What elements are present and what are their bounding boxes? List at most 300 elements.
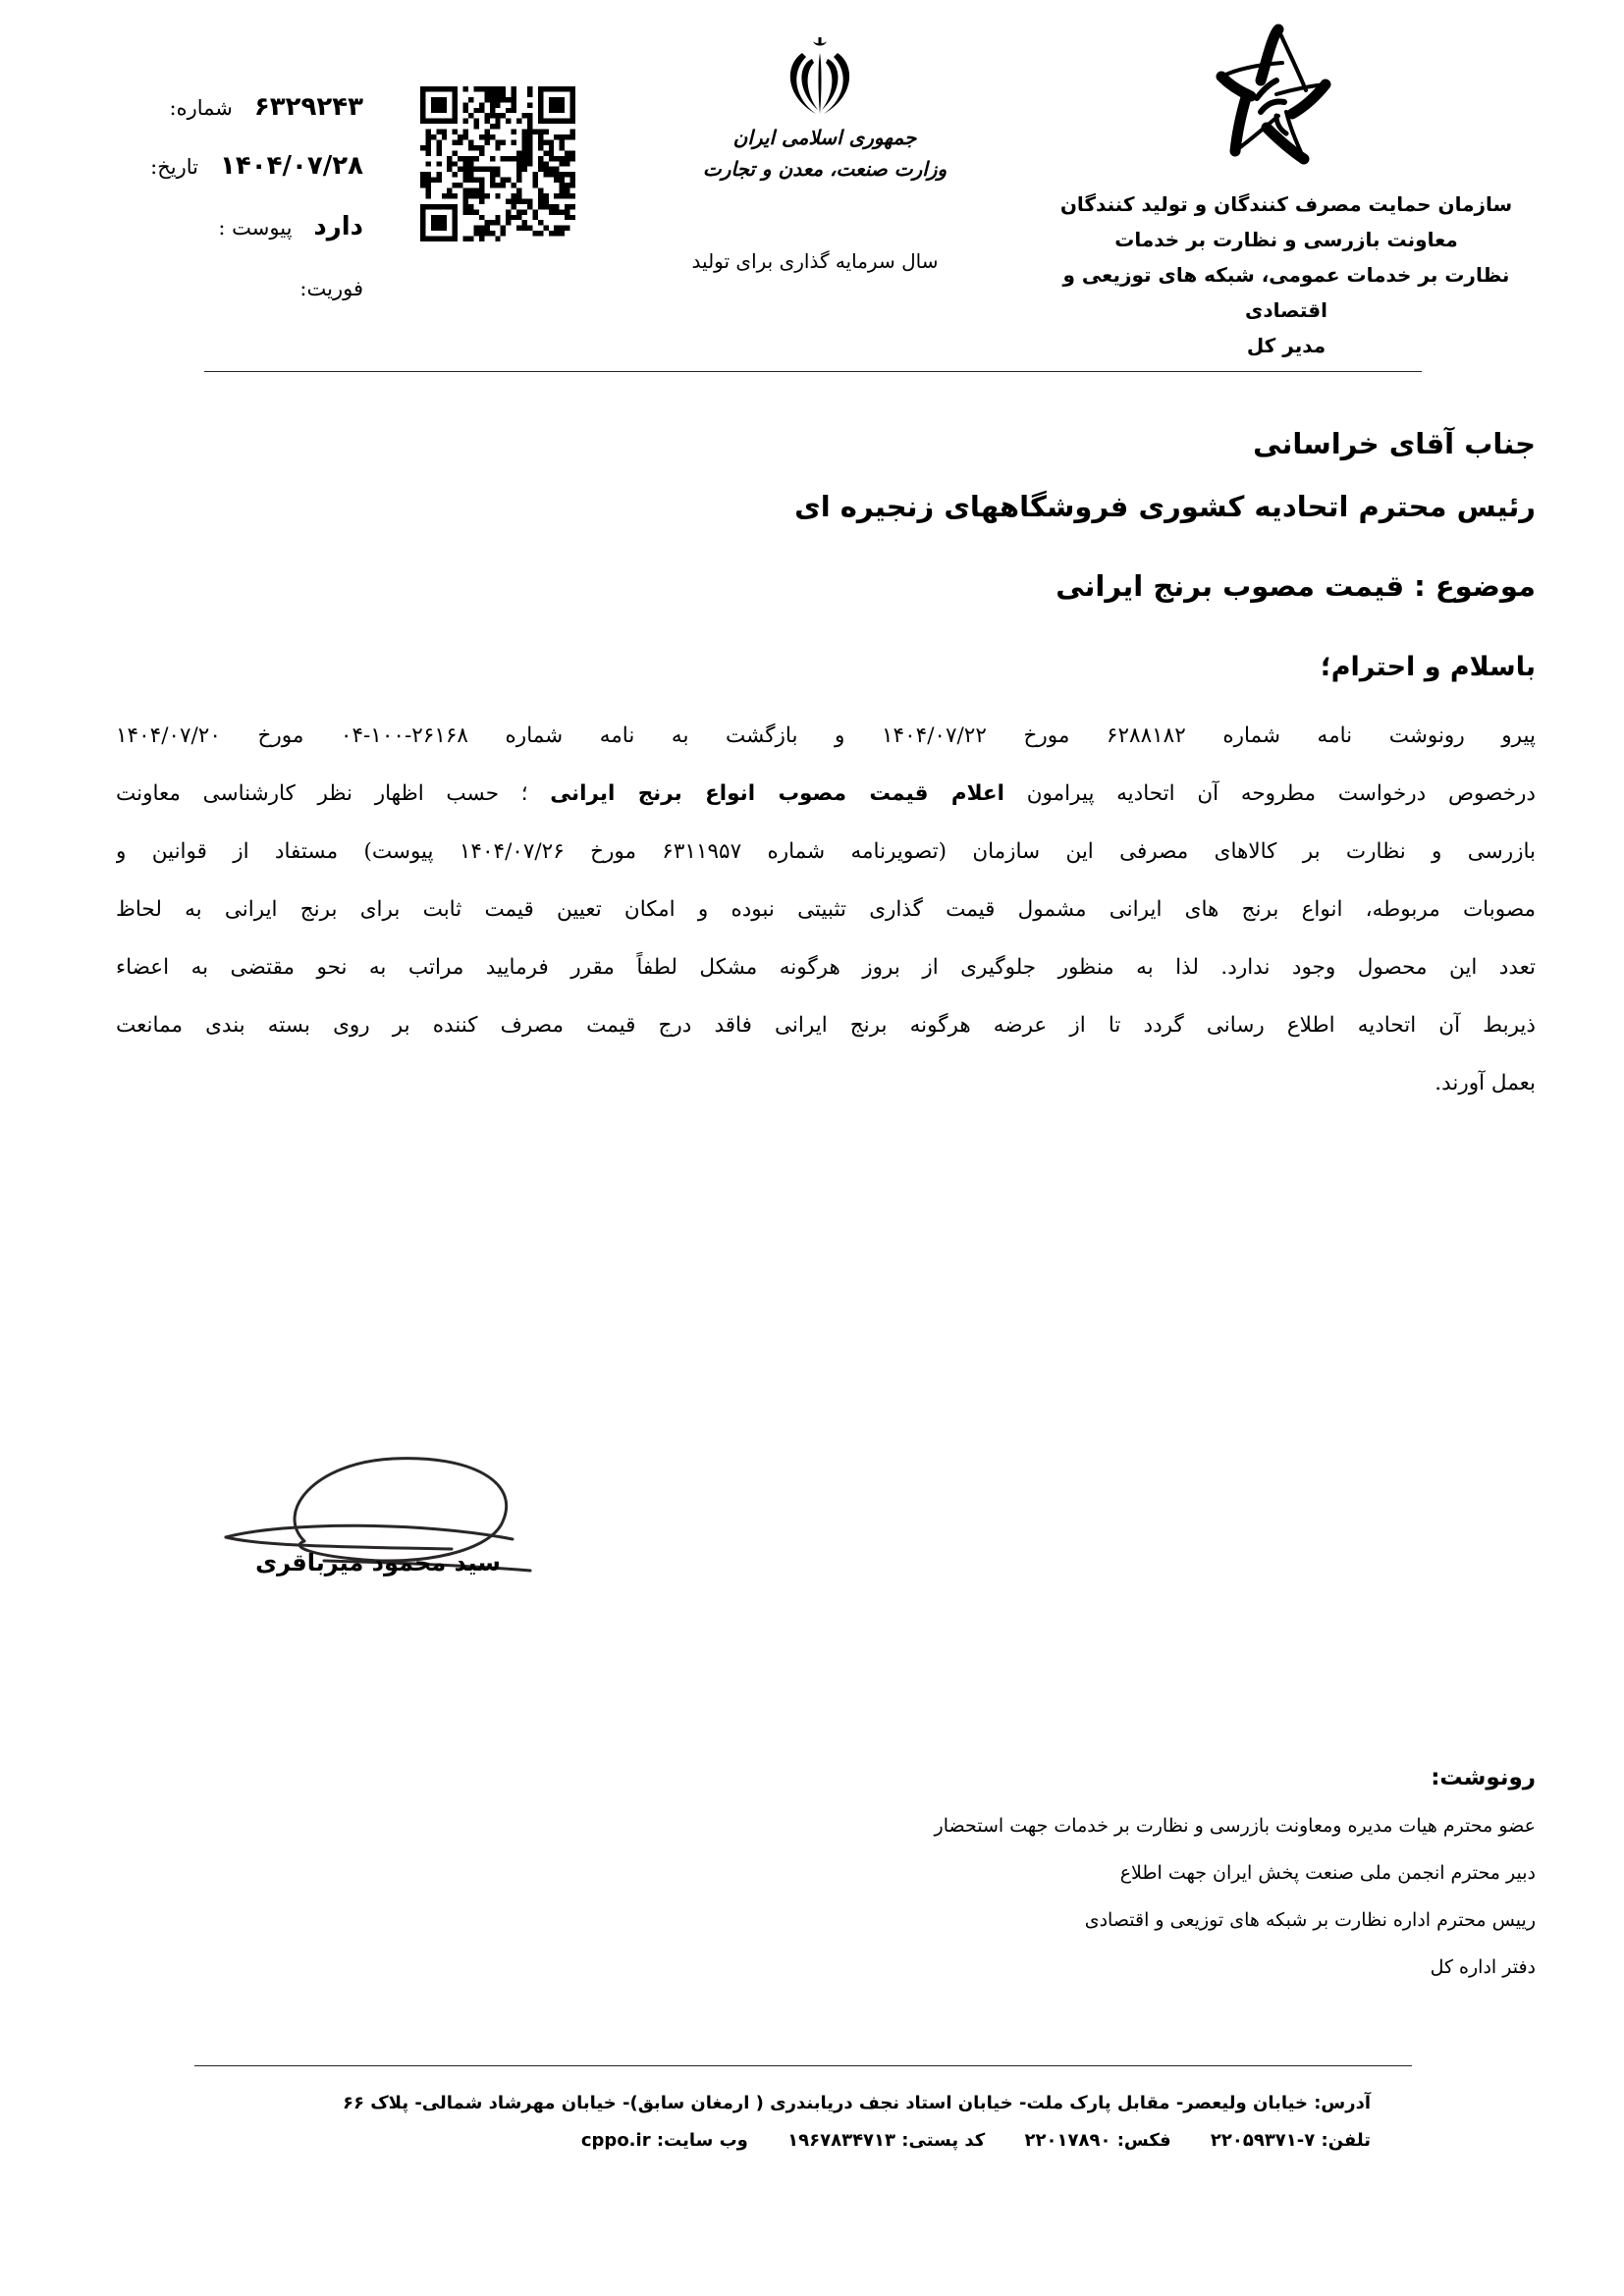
qr-module [468, 156, 473, 161]
qr-module [463, 237, 468, 241]
qr-module [554, 226, 559, 231]
qr-module [512, 193, 516, 198]
qr-module [527, 161, 532, 166]
qr-module [522, 130, 527, 134]
qr-module [570, 134, 575, 139]
qr-module [495, 113, 500, 118]
qr-module [565, 150, 569, 155]
qr-module [463, 167, 468, 172]
qr-module [425, 183, 430, 187]
qr-module [425, 145, 430, 150]
qr-module [516, 172, 521, 177]
qr-module [484, 193, 489, 198]
qr-module [549, 145, 554, 150]
ministry-line-2: وزارت صنعت، معدن و تجارت [702, 157, 947, 181]
qr-module [554, 231, 559, 236]
number-value: ۶۳۲۹۲۴۳ [253, 92, 363, 122]
qr-module [479, 215, 484, 220]
footer-fax: فکس: ۲۲۰۱۷۸۹۰ [1024, 2130, 1171, 2151]
qr-module [453, 193, 458, 198]
org-line-2: معاونت بازرسی و نظارت بر خدمات [1114, 228, 1458, 251]
qr-module [565, 226, 569, 231]
qr-module [522, 220, 527, 225]
qr-module [468, 97, 473, 102]
body-line-1: پیرو رونوشت نامه شماره ۶۲۸۸۱۸۲ مورخ ۱۴۰۴/۰۷/۲۲ و بازگشت به نامه شماره ۲۶۱۶۸-۱۰۰-۰۴ مورخ ۱۴۰۴/۰۷/۲۰ [116, 723, 1536, 748]
qr-module [543, 130, 548, 134]
qr-module [468, 204, 473, 209]
qr-module [527, 139, 532, 144]
qr-module [512, 97, 516, 102]
qr-module [565, 204, 569, 209]
qr-module [473, 188, 478, 193]
qr-module [549, 150, 554, 155]
qr-module [549, 204, 554, 209]
qr-module [495, 86, 500, 91]
qr-module [560, 188, 565, 193]
qr-module [495, 183, 500, 187]
qr-module [554, 178, 559, 183]
qr-module [463, 156, 468, 161]
qr-module [463, 134, 468, 139]
qr-module [425, 172, 430, 177]
qr-module [543, 198, 548, 203]
qr-module [468, 178, 473, 183]
qr-module [490, 172, 495, 177]
qr-module [554, 204, 559, 209]
qr-module [484, 86, 489, 91]
qr-module [506, 156, 511, 161]
qr-module [473, 156, 478, 161]
qr-module [463, 188, 468, 193]
qr-module [425, 130, 430, 134]
qr-module [458, 167, 462, 172]
qr-module [538, 204, 543, 209]
qr-module [549, 167, 554, 172]
qr-module [527, 86, 532, 91]
qr-module [543, 139, 548, 144]
qr-module [501, 97, 506, 102]
letter-subject: موضوع : قیمت مصوب برنج ایرانی [1056, 569, 1536, 603]
qr-module [495, 167, 500, 172]
qr-module [436, 139, 441, 144]
qr-module [527, 198, 532, 203]
qr-module [501, 86, 506, 91]
qr-module [538, 193, 543, 198]
qr-module [570, 183, 575, 187]
qr-module [468, 145, 473, 150]
qr-module [522, 167, 527, 172]
qr-module [506, 220, 511, 225]
body-line-5: تعدد این محصول وجود ندارد. لذا به منظور جلوگیری از بروز هرگونه مشکل لطفاً مقرر فرمایید مراتب به نحو مقتضی به اعضاء [116, 955, 1536, 980]
qr-module [516, 161, 521, 166]
qr-module [484, 139, 489, 144]
qr-module [570, 156, 575, 161]
qr-module [458, 183, 462, 187]
qr-module [468, 161, 473, 166]
qr-module [538, 231, 543, 236]
qr-module [495, 193, 500, 198]
qr-module [458, 134, 462, 139]
qr-module [506, 119, 511, 124]
qr-module [501, 113, 506, 118]
qr-module [490, 91, 495, 96]
qr-module [473, 145, 478, 150]
meta-urgency [299, 277, 363, 300]
qr-module [473, 178, 478, 183]
qr-module [420, 145, 425, 150]
qr-module [554, 172, 559, 177]
qr-module [490, 86, 495, 91]
qr-module [522, 209, 527, 214]
qr-module [543, 150, 548, 155]
qr-module [527, 156, 532, 161]
qr-module [490, 102, 495, 107]
qr-module [570, 130, 575, 134]
body-line-2 [116, 765, 1536, 823]
ministry-line-1: جمهوری اسلامی ایران [732, 126, 917, 149]
qr-module [479, 188, 484, 193]
qr-module [565, 134, 569, 139]
qr-module [495, 102, 500, 107]
qr-module [495, 145, 500, 150]
qr-module [543, 193, 548, 198]
qr-module [560, 172, 565, 177]
date-label: تاریخ: [150, 155, 199, 179]
qr-module [570, 204, 575, 209]
qr-module [473, 108, 478, 113]
qr-module [495, 91, 500, 96]
cc-item: رییس محترم اداره نظارت بر شبکه های توزیعی و اقتصادی [1084, 1909, 1536, 1931]
ministry-title [677, 122, 972, 185]
qr-module [560, 156, 565, 161]
qr-module [560, 161, 565, 166]
qr-module [447, 193, 452, 198]
qr-module [554, 193, 559, 198]
qr-module [463, 172, 468, 177]
date-value: ۱۴۰۴/۰۷/۲۸ [220, 151, 363, 181]
addressee [357, 412, 1536, 538]
qr-module [447, 188, 452, 193]
qr-module [425, 161, 430, 166]
qr-module [484, 167, 489, 172]
qr-module [560, 193, 565, 198]
qr-module [501, 231, 506, 236]
qr-module [484, 226, 489, 231]
qr-module [425, 139, 430, 144]
qr-module [560, 231, 565, 236]
qr-module [490, 178, 495, 183]
qr-module [512, 183, 516, 187]
qr-module [549, 231, 554, 236]
qr-module [549, 139, 554, 144]
qr-module [468, 188, 473, 193]
qr-module [570, 215, 575, 220]
qr-module [425, 150, 430, 155]
body-line-7: بعمل آورند. [1435, 1071, 1536, 1095]
qr-module [527, 102, 532, 107]
qr-module [532, 215, 537, 220]
qr-module [442, 130, 447, 134]
qr-module [527, 150, 532, 155]
qr-module [565, 193, 569, 198]
footer-address: آدرس: خیابان ولیعصر- مقابل پارک ملت- خیابان استاد نجف دریابندری ( ارمغان سابق)- خیابان مهرشاد شمالی- پلاک ۶۶ [342, 2093, 1371, 2113]
qr-module [484, 130, 489, 134]
qr-module [543, 167, 548, 172]
qr-module [538, 139, 543, 144]
qr-module [495, 119, 500, 124]
qr-module [484, 220, 489, 225]
qr-module [473, 124, 478, 129]
qr-module [490, 97, 495, 102]
qr-module [479, 226, 484, 231]
qr-module [490, 220, 495, 225]
qr-module [501, 226, 506, 231]
qr-module [479, 178, 484, 183]
qr-module [522, 145, 527, 150]
qr-module [495, 237, 500, 241]
qr-module [495, 124, 500, 129]
qr-module [532, 130, 537, 134]
qr-module [425, 193, 430, 198]
qr-module [479, 183, 484, 187]
qr-module [543, 172, 548, 177]
qr-module [495, 139, 500, 144]
qr-module [463, 198, 468, 203]
carbon-copy [652, 1753, 1536, 1991]
addressee-title: رئیس محترم اتحادیه کشوری فروشگاههای زنجیره ای [794, 490, 1536, 523]
qr-module [490, 231, 495, 236]
qr-module [516, 209, 521, 214]
qr-module [516, 156, 521, 161]
qr-module [484, 231, 489, 236]
handwritten-signature [206, 1453, 560, 1600]
qr-module [512, 204, 516, 209]
qr-module [549, 172, 554, 177]
qr-module [463, 108, 468, 113]
qr-module [522, 156, 527, 161]
body-line-3: بازرسی و نظارت بر کالاهای مصرفی این سازمان (تصویرنامه شماره ۶۳۱۱۹۵۷ مورخ ۱۴۰۴/۰۷/۲۶ پیوست) مستفاد از قوانین و [116, 839, 1536, 864]
qr-module [463, 119, 468, 124]
qr-module [484, 119, 489, 124]
qr-module [463, 102, 468, 107]
qr-module [565, 188, 569, 193]
qr-module [522, 226, 527, 231]
qr-module [479, 102, 484, 107]
meta-number [170, 92, 363, 122]
footer-website-link[interactable]: cppo.ir [580, 2130, 651, 2151]
qr-module [570, 172, 575, 177]
qr-module [495, 172, 500, 177]
qr-module [512, 215, 516, 220]
qr-module [484, 91, 489, 96]
qr-module [538, 156, 543, 161]
footer-website-label: وب سایت: [656, 2130, 748, 2151]
qr-module [479, 145, 484, 150]
qr-module [516, 178, 521, 183]
qr-module [436, 178, 441, 183]
qr-module [463, 209, 468, 214]
qr-module [522, 198, 527, 203]
qr-module [501, 91, 506, 96]
qr-module [453, 150, 458, 155]
qr-module [468, 167, 473, 172]
qr-module [453, 172, 458, 177]
qr-module [479, 237, 484, 241]
qr-module [453, 130, 458, 134]
qr-module [479, 167, 484, 172]
qr-module [549, 209, 554, 214]
qr-module [458, 139, 462, 144]
number-label: شماره: [169, 96, 233, 120]
qr-module [506, 209, 511, 214]
qr-module [501, 139, 506, 144]
qr-module [479, 150, 484, 155]
qr-module [473, 167, 478, 172]
qr-module [527, 124, 532, 129]
qr-module [501, 156, 506, 161]
qr-module [420, 183, 425, 187]
footer-divider [194, 2065, 1412, 2066]
qr-module [565, 215, 569, 220]
qr-module [527, 113, 532, 118]
footer-contacts [94, 2122, 1371, 2160]
qr-module [442, 134, 447, 139]
qr-module [473, 119, 478, 124]
qr-module [463, 161, 468, 166]
body-line-2-start: درخصوص درخواست مطروحه آن اتحادیه پیرامون [1026, 781, 1536, 806]
qr-module [522, 150, 527, 155]
qr-module [479, 134, 484, 139]
qr-module [527, 204, 532, 209]
qr-module [522, 161, 527, 166]
qr-module [436, 150, 441, 155]
footer [94, 2085, 1371, 2160]
qr-module [532, 178, 537, 183]
qr-module [463, 130, 468, 134]
qr-module [512, 139, 516, 144]
qr-module [506, 198, 511, 203]
attachment-label: پیوست : [218, 216, 293, 240]
qr-module [560, 139, 565, 144]
qr-module [538, 134, 543, 139]
org-line-3: نظارت بر خدمات عمومی، شبکه های توزیعی و اقتصادی [1062, 263, 1510, 322]
qr-module [565, 156, 569, 161]
qr-module [554, 167, 559, 172]
qr-module [538, 220, 543, 225]
qr-module [549, 156, 554, 161]
qr-module [479, 86, 484, 91]
qr-module [425, 134, 430, 139]
qr-module [512, 102, 516, 107]
qr-module [495, 220, 500, 225]
body-line-2-end: ؛ حسب اظهار نظر کارشناسی معاونت [116, 781, 528, 806]
qr-module [436, 161, 441, 166]
qr-module [490, 156, 495, 161]
attachment-value: دارد [313, 212, 363, 241]
footer-postal: کد پستی: ۱۹۶۷۸۳۴۷۱۳ [787, 2130, 986, 2151]
qr-module [436, 145, 441, 150]
qr-module [479, 193, 484, 198]
qr-module [522, 134, 527, 139]
qr-module [527, 130, 532, 134]
qr-module [527, 134, 532, 139]
qr-module [565, 209, 569, 214]
qr-module [453, 183, 458, 187]
qr-module [425, 188, 430, 193]
footer-phone: تلفن: ۷-۲۲۰۵۹۳۷۱ [1210, 2130, 1371, 2151]
signer-name: سید محمود میرباقری [255, 1549, 501, 1576]
qr-module [516, 226, 521, 231]
qr-module [484, 113, 489, 118]
qr-module [543, 204, 548, 209]
qr-module [512, 198, 516, 203]
qr-module [538, 167, 543, 172]
qr-module [538, 145, 543, 150]
body-line-2-bold: اعلام قیمت مصوب انواع برنج ایرانی [550, 781, 1004, 806]
qr-module [468, 237, 473, 241]
qr-module [447, 161, 452, 166]
qr-module [479, 108, 484, 113]
cc-item: عضو محترم هیات مدیره ومعاونت بازرسی و نظارت بر خدمات جهت استحضار [934, 1815, 1536, 1837]
qr-module [543, 161, 548, 166]
qr-module [527, 119, 532, 124]
qr-module [479, 198, 484, 203]
qr-module [473, 231, 478, 236]
org-line-4: مدیر کل [1246, 334, 1326, 357]
qr-module [473, 193, 478, 198]
qr-module [554, 156, 559, 161]
qr-module [527, 226, 532, 231]
qr-module [538, 161, 543, 166]
qr-module [516, 150, 521, 155]
qr-module [512, 130, 516, 134]
qr-module [506, 97, 511, 102]
qr-module [463, 204, 468, 209]
qr-module [570, 193, 575, 198]
addressee-name: جناب آقای خراسانی [1253, 427, 1536, 460]
qr-module [431, 178, 436, 183]
qr-module [532, 231, 537, 236]
qr-module [484, 134, 489, 139]
qr-module [516, 167, 521, 172]
qr-module [565, 183, 569, 187]
qr-module [506, 108, 511, 113]
qr-module [532, 183, 537, 187]
qr-module [527, 91, 532, 96]
qr-module [527, 145, 532, 150]
qr-module [458, 156, 462, 161]
qr-module [538, 130, 543, 134]
organization-title [1021, 187, 1551, 363]
qr-module [490, 124, 495, 129]
org-line-1: سازمان حمایت مصرف کنندگان و تولید کنندگان [1059, 192, 1513, 216]
qr-module [570, 178, 575, 183]
qr-module [554, 134, 559, 139]
qr-module [516, 193, 521, 198]
qr-module [495, 97, 500, 102]
cc-item: دفتر اداره کل [1430, 1956, 1536, 1978]
qr-module [463, 86, 468, 91]
star-logo-icon [1208, 22, 1335, 169]
qr-module [522, 113, 527, 118]
qr-module [538, 188, 543, 193]
qr-module [447, 156, 452, 161]
qr-module [501, 183, 506, 187]
greeting: باسلام و احترام؛ [1320, 652, 1536, 682]
qr-module [532, 209, 537, 214]
year-slogan: سال سرمایه گذاری برای تولید [691, 249, 939, 273]
qr-module [512, 108, 516, 113]
